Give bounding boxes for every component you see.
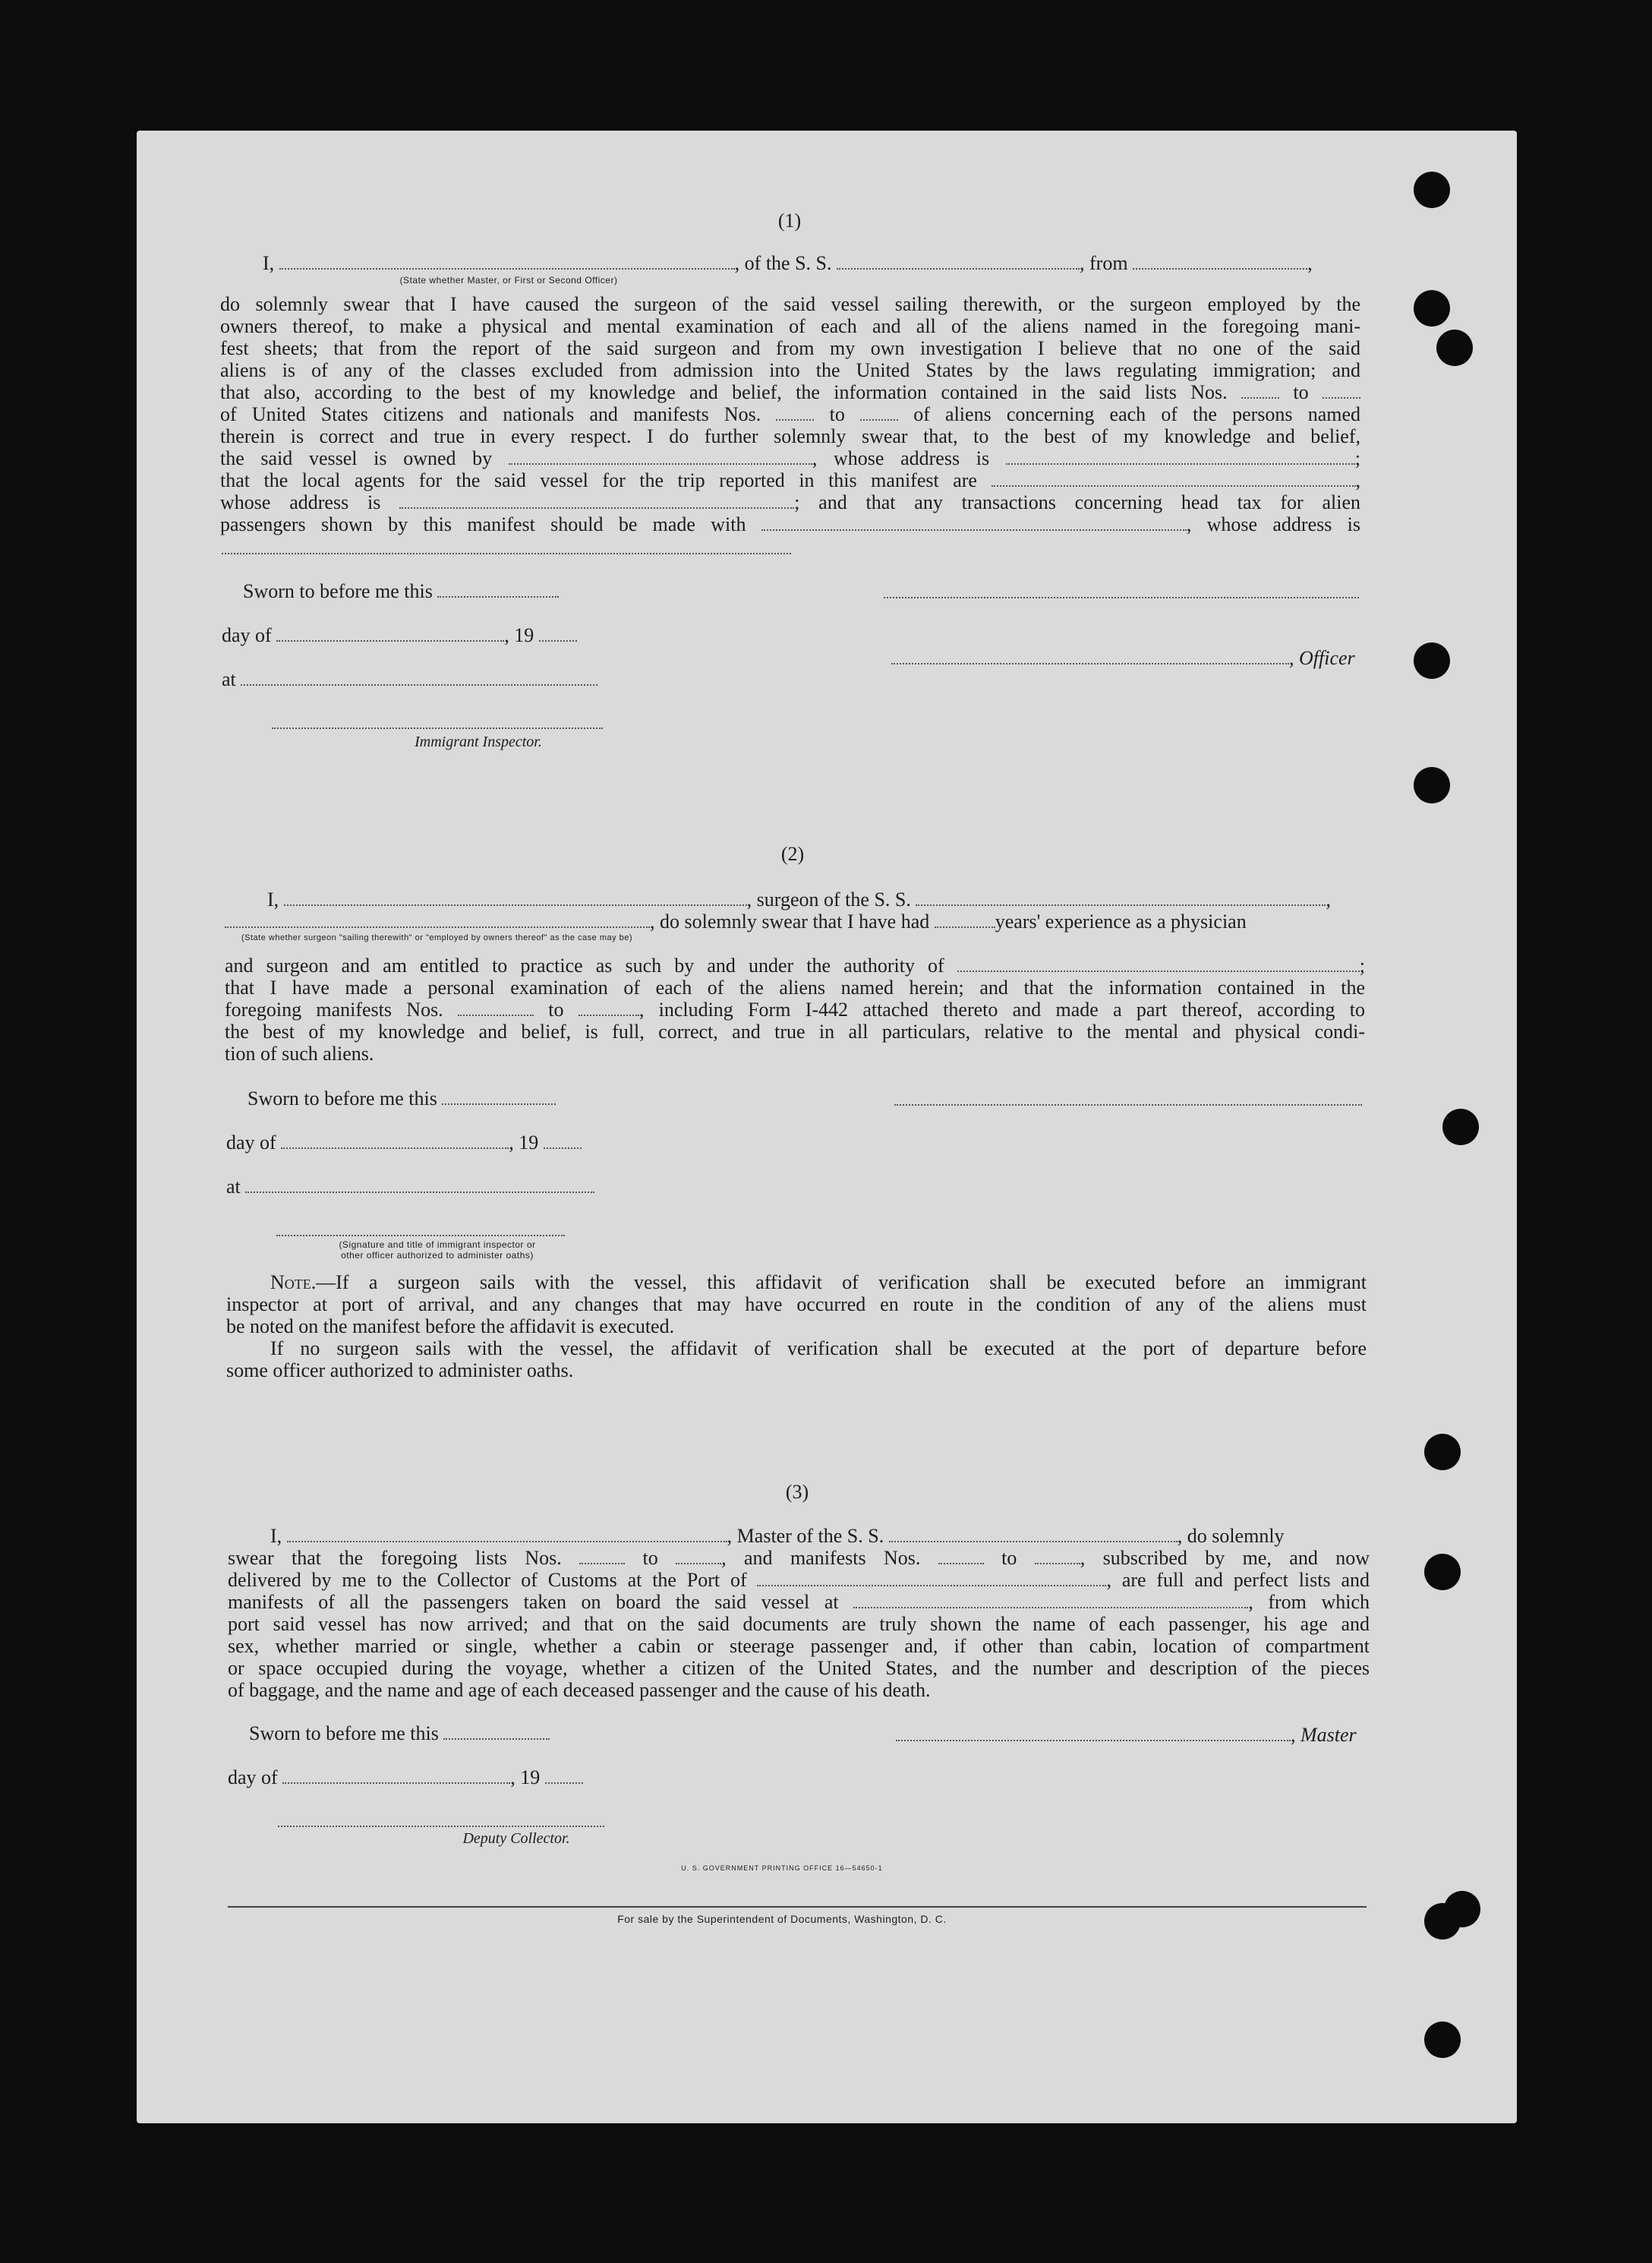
section-1-text: ; and that any transactions concerning head tax for alien xyxy=(794,491,1360,513)
section-1-para-line xyxy=(220,491,1360,513)
section-3-text: I, xyxy=(270,1525,282,1547)
section-1-text: of United States citizens and nationals and manifests Nos. xyxy=(220,403,761,425)
master-manifests-from-field[interactable] xyxy=(938,1548,984,1564)
section-1-rank-note: (State whether Master, or First or Second Officer) xyxy=(399,275,618,286)
section-2-text: foregoing manifests Nos. xyxy=(225,999,443,1021)
signature-note xyxy=(278,1239,597,1261)
sworn-label: Sworn to before me this xyxy=(243,580,433,602)
section-3-text: , Master of the S. S. xyxy=(727,1525,884,1547)
surgeon-vessel-field[interactable] xyxy=(916,889,1326,906)
section-2-text: ; xyxy=(1359,955,1366,977)
master-name-field[interactable] xyxy=(287,1526,727,1542)
binder-hole xyxy=(1424,2022,1461,2058)
binder-hole xyxy=(1424,1554,1461,1590)
section-1-line-1 xyxy=(263,252,1360,274)
section-3-para-line: or space occupied during the voyage, whether a citizen of the United States, and the number and description of the pieces xyxy=(228,1657,1370,1679)
agents-address-field[interactable] xyxy=(399,492,794,509)
sworn-day-field[interactable] xyxy=(437,581,559,598)
sworn-year-field[interactable] xyxy=(539,625,577,642)
section-1-text: to xyxy=(829,403,845,425)
sworn-label: Sworn to before me this xyxy=(249,1722,439,1744)
section-2-note-line: some officer authorized to administer oaths. xyxy=(226,1359,574,1381)
section-3-para-line: of baggage, and the name and age of each deceased passenger and the cause of his death. xyxy=(228,1679,931,1701)
section-1-para-line xyxy=(220,469,1360,491)
section-3-number: (3) xyxy=(785,1481,809,1503)
sworn-month-field[interactable] xyxy=(282,1767,510,1784)
officer-name-field[interactable] xyxy=(884,597,1359,598)
section-3-text: manifests of all the passengers taken on board the said vessel at xyxy=(228,1591,839,1613)
section-2-para-line: the best of my knowledge and belief, is full, correct, and true in all particulars, relative to the mental and physical condi- xyxy=(225,1021,1365,1043)
section-3-text: to xyxy=(642,1547,658,1569)
sworn-month-field[interactable] xyxy=(276,625,504,642)
section-2-dayof xyxy=(226,1132,582,1154)
footer-rule xyxy=(228,1906,1367,1908)
section-1-text: , of the S. S. xyxy=(734,252,832,274)
section-1-para-line: owners thereof, to make a physical and mental examination of each and all of the aliens named in the foregoing mani- xyxy=(220,315,1360,337)
section-1-para-line: aliens is of any of the classes excluded from admission into the United States by the laws regulating immigration; and xyxy=(220,359,1360,381)
inspector-label: Immigrant Inspector. xyxy=(415,734,542,750)
section-1-text: , whose address is xyxy=(812,447,990,469)
master-lists-to-field[interactable] xyxy=(676,1548,721,1564)
sworn-day-field[interactable] xyxy=(443,1723,550,1740)
section-1-para-line xyxy=(220,381,1360,403)
sworn-month-field[interactable] xyxy=(281,1132,509,1149)
dayof-label: day of xyxy=(228,1766,278,1788)
master-lists-from-field[interactable] xyxy=(579,1548,625,1564)
officer-signature-field[interactable] xyxy=(891,648,1289,664)
section-3-text: , are full and perfect lists and xyxy=(1106,1569,1370,1591)
arrival-port-field[interactable] xyxy=(757,1570,1106,1586)
signature-note-line: (Signature and title of immigrant inspector or xyxy=(339,1239,536,1250)
vessel-owner-field[interactable] xyxy=(509,448,812,465)
master-signature-field[interactable] xyxy=(896,1725,1291,1741)
sworn-year-field[interactable] xyxy=(545,1767,583,1784)
owner-address-field[interactable] xyxy=(1006,448,1355,465)
section-1-at xyxy=(222,668,597,690)
year-label: , 19 xyxy=(510,1766,541,1788)
section-2-text: , surgeon of the S. S. xyxy=(746,888,911,911)
binder-hole xyxy=(1436,330,1473,366)
years-experience-field[interactable] xyxy=(935,911,995,928)
surgeon-name-field[interactable] xyxy=(284,889,747,906)
inspector-signature-field[interactable] xyxy=(272,728,603,729)
section-1-sworn xyxy=(243,580,559,602)
section-3-para-line xyxy=(228,1547,1370,1569)
section-3-sworn xyxy=(249,1722,550,1744)
section-1-para-line: therein is correct and true in every respect. I do further solemnly swear that, to the best of my knowledge and belief, xyxy=(220,425,1360,447)
officer-label: , Officer xyxy=(1289,647,1355,669)
binder-hole xyxy=(1414,172,1450,208)
section-3-text: , from which xyxy=(1248,1591,1370,1613)
master-label: , Master xyxy=(1291,1724,1357,1746)
binder-hole xyxy=(1424,1903,1461,1939)
section-2-text: to xyxy=(548,999,564,1021)
master-vessel-field[interactable] xyxy=(889,1526,1178,1542)
sworn-place-field[interactable] xyxy=(245,1176,594,1193)
section-1-para-line xyxy=(220,447,1360,469)
sworn-label: Sworn to before me this xyxy=(247,1087,437,1109)
section-3-dayof xyxy=(228,1766,583,1788)
dayof-label: day of xyxy=(222,624,272,646)
sworn-day-field[interactable] xyxy=(442,1088,556,1105)
dayof-label: day of xyxy=(226,1132,276,1154)
sworn-year-field[interactable] xyxy=(544,1132,582,1149)
section-2-at xyxy=(226,1176,594,1198)
section-3-text: , and manifests Nos. xyxy=(721,1547,921,1569)
printer-imprint: U. S. GOVERNMENT PRINTING OFFICE 16—54650-1 xyxy=(681,1864,883,1872)
section-1-para-line: fest sheets; that from the report of the said surgeon and from my own investigation I believe that no one of the said xyxy=(220,337,1360,359)
section-1-para-line: do solemnly swear that I have caused the surgeon of the said vessel sailing therewith, or the surgeon employed by the xyxy=(220,293,1360,315)
section-1-officer xyxy=(891,647,1355,669)
section-3-para-line: port said vessel has now arrived; and that on the said documents are truly shown the name of each passenger, his age and xyxy=(228,1613,1370,1635)
section-1-text: that also, according to the best of my knowledge and belief, the information contained in the said lists Nos. xyxy=(220,381,1228,403)
manifests-from-field[interactable] xyxy=(776,404,814,421)
section-1-text: I, xyxy=(263,252,275,274)
section-2-para-line xyxy=(225,955,1365,977)
at-label: at xyxy=(222,668,236,690)
section-1-text: that the local agents for the said vessel for the trip reported in this manifest are xyxy=(220,469,977,491)
officer-rank-field[interactable] xyxy=(279,253,735,270)
local-agents-field[interactable] xyxy=(992,470,1356,487)
surgeon-signature-field[interactable] xyxy=(894,1104,1362,1106)
section-1-text: to xyxy=(1293,381,1309,403)
practice-authority-field[interactable] xyxy=(957,955,1360,972)
year-label: , 19 xyxy=(509,1132,539,1154)
section-1-text: , xyxy=(1307,252,1313,274)
section-2-text: —If a surgeon sails with the vessel, this affidavit of verification shall be executed before an immigrant xyxy=(316,1271,1367,1293)
binder-hole xyxy=(1414,290,1450,327)
section-1-text: the said vessel is owned by xyxy=(220,447,493,469)
section-3-text: to xyxy=(1001,1547,1017,1569)
section-2-para-line: tion of such aliens. xyxy=(225,1043,374,1065)
section-2-note-line: inspector at port of arrival, and any changes that may have occurred en route in the condition of any of the aliens must xyxy=(226,1293,1367,1315)
master-manifests-to-field[interactable] xyxy=(1035,1548,1080,1564)
lists-from-field[interactable] xyxy=(1241,382,1279,399)
section-3-para-line xyxy=(228,1569,1370,1591)
section-1-text: passengers shown by this manifest should be made with xyxy=(220,513,746,535)
head-tax-address-field[interactable] xyxy=(222,553,791,554)
administering-officer-field[interactable] xyxy=(276,1235,565,1236)
lists-to-field[interactable] xyxy=(1323,382,1360,399)
section-2-note-line: be noted on the manifest before the affidavit is executed. xyxy=(226,1315,675,1337)
section-1-number: (1) xyxy=(777,210,802,232)
section-3-line-1 xyxy=(270,1525,1370,1547)
surgeon-manifests-to-field[interactable] xyxy=(579,999,639,1016)
section-1-para-line xyxy=(220,513,1360,535)
section-2-text: , including Form I-442 attached thereto and made a part thereof, according to xyxy=(638,999,1366,1021)
section-1-text: whose address is xyxy=(220,491,381,513)
section-1-dayof xyxy=(222,624,577,646)
section-3-master xyxy=(896,1724,1357,1746)
section-2-note-line: If no surgeon sails with the vessel, the affidavit of verification shall be executed at the port of departure before xyxy=(270,1337,1367,1359)
section-1-text: , from xyxy=(1080,252,1128,274)
section-2-text: I, xyxy=(267,888,279,911)
manifests-to-field[interactable] xyxy=(860,404,898,421)
departure-port-field[interactable] xyxy=(1133,253,1307,270)
section-1-text: , xyxy=(1355,469,1361,491)
binder-hole xyxy=(1424,1434,1461,1470)
sworn-place-field[interactable] xyxy=(241,669,597,686)
section-2-text: , do solemnly swear that I have had xyxy=(650,911,930,933)
vessel-name-field[interactable] xyxy=(837,253,1080,270)
section-1-text: ; xyxy=(1354,447,1360,469)
signature-note-line: other officer authorized to administer oaths) xyxy=(341,1250,534,1261)
sale-notice: For sale by the Superintendent of Documents, Washington, D. C. xyxy=(617,1913,947,1925)
embarkation-port-field[interactable] xyxy=(853,1592,1248,1608)
section-2-text: , xyxy=(1326,888,1331,911)
section-2-text: years' experience as a physician xyxy=(995,911,1247,933)
section-3-para-line: sex, whether married or single, whether a cabin or steerage passenger and, if other than cabin, location of compartment xyxy=(228,1635,1370,1657)
year-label: , 19 xyxy=(504,624,534,646)
surgeon-status-field[interactable] xyxy=(225,911,650,928)
collector-signature-field[interactable] xyxy=(278,1826,604,1827)
section-2-number: (2) xyxy=(780,843,805,865)
section-2-status-note: (State whether surgeon "sailing therewith" or "employed by owners thereof" as the case may be) xyxy=(241,933,633,942)
section-2-note-line xyxy=(270,1271,1367,1293)
section-2-sworn xyxy=(247,1087,556,1109)
section-3-text: swear that the foregoing lists Nos. xyxy=(228,1547,562,1569)
collector-label: Deputy Collector. xyxy=(462,1830,570,1847)
at-label: at xyxy=(226,1176,241,1198)
section-1-text: of aliens concerning each of the persons named xyxy=(913,403,1360,425)
section-2-line-1 xyxy=(267,888,1365,911)
section-3-text: , subscribed by me, and now xyxy=(1080,1547,1370,1569)
section-3-text: delivered by me to the Collector of Customs at the Port of xyxy=(228,1569,747,1591)
section-2-text: and surgeon and am entitled to practice as such by and under the authority of xyxy=(225,955,944,977)
binder-hole xyxy=(1414,767,1450,803)
section-1-para-line xyxy=(220,403,1360,425)
binder-hole xyxy=(1414,642,1450,679)
section-2-line-2 xyxy=(225,911,1365,933)
note-heading: Note. xyxy=(270,1271,317,1293)
section-2-para-line: that I have made a personal examination of each of the aliens named herein; and that the information contained in the xyxy=(225,977,1365,999)
section-1-text: , whose address is xyxy=(1186,513,1360,535)
section-3-para-line xyxy=(228,1591,1370,1613)
section-2-para-line xyxy=(225,999,1365,1021)
surgeon-manifests-from-field[interactable] xyxy=(458,999,534,1016)
head-tax-contact-field[interactable] xyxy=(761,514,1187,531)
section-3-text: , do solemnly xyxy=(1177,1525,1285,1547)
binder-hole xyxy=(1442,1109,1479,1145)
